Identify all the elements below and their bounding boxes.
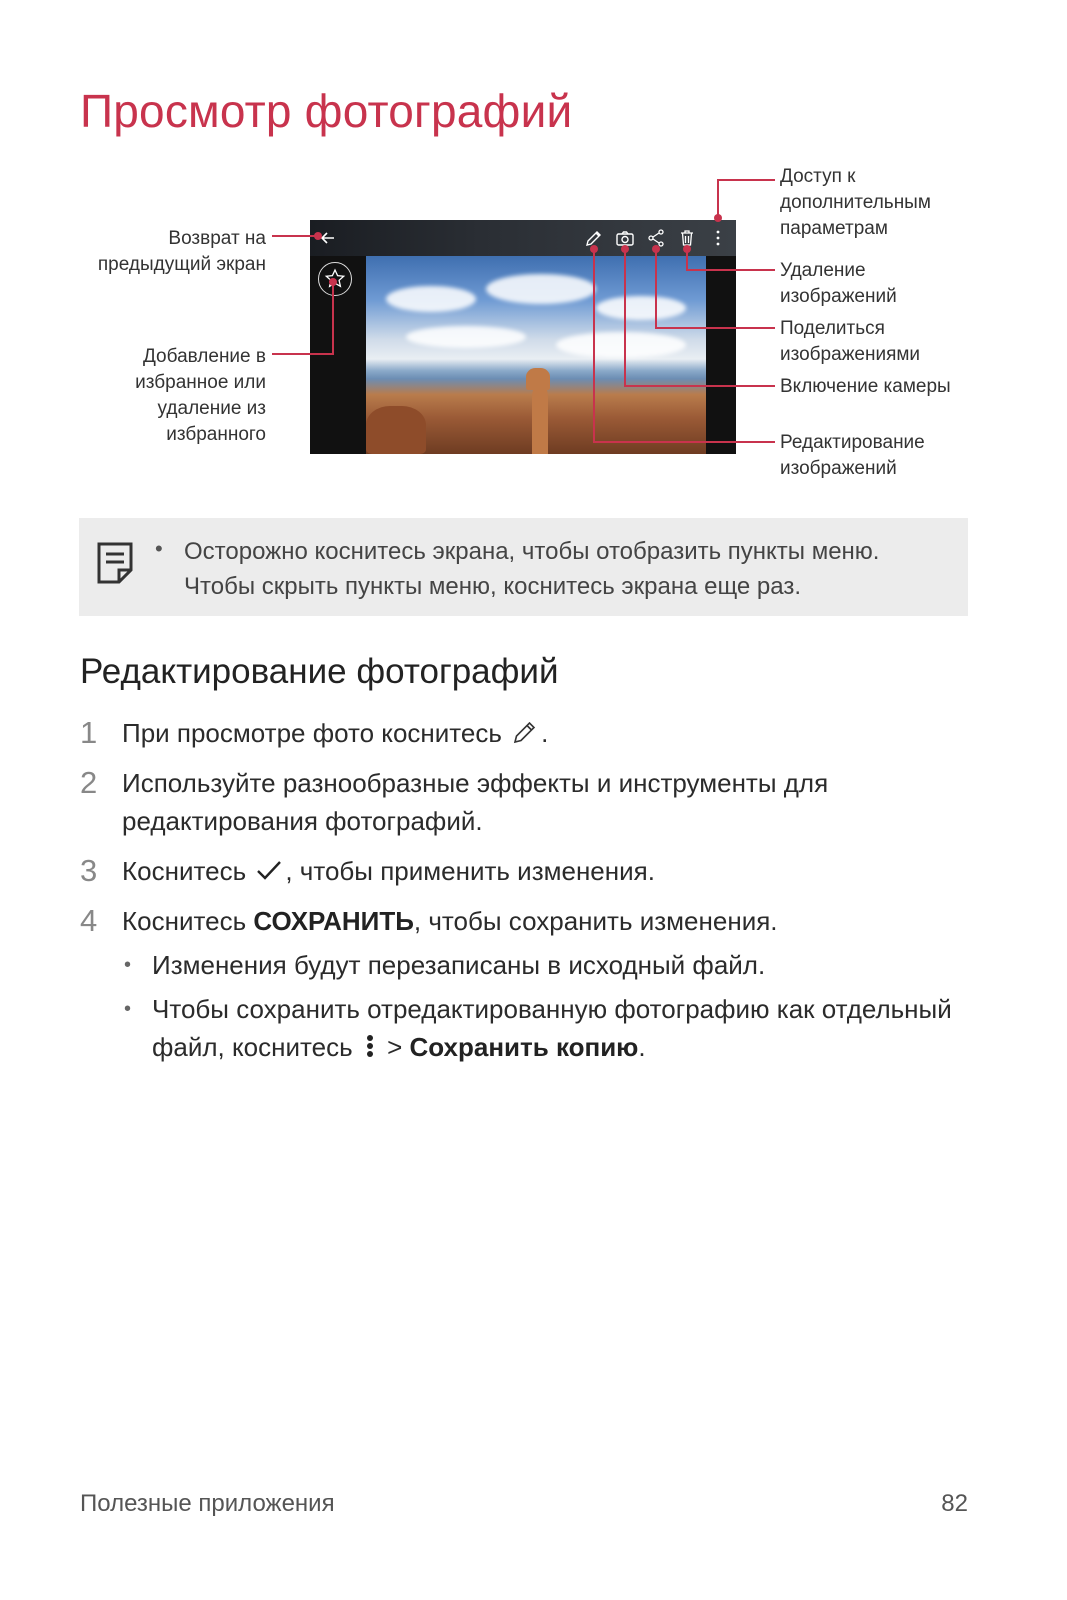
favorite-star-icon[interactable] <box>318 262 352 296</box>
label-favorite: Добавление в избранное или удаление из избранного <box>135 346 266 445</box>
viewer-toolbar <box>310 220 736 256</box>
section-title: Редактирование фотографий <box>80 652 559 691</box>
save-copy-label: Сохранить копию <box>409 1032 639 1062</box>
label-share: Поделиться изображениями <box>780 318 921 365</box>
more-options-icon <box>360 1030 380 1062</box>
label-delete: Удаление изображений <box>780 260 897 307</box>
back-arrow-icon[interactable] <box>316 226 340 250</box>
step-text: При просмотре фото коснитесь <box>122 718 502 748</box>
label-edit: Редактирование изображений <box>780 432 925 479</box>
note-icon <box>95 540 135 586</box>
bullet-1: • Изменения будут перезаписаны в исходный файл. <box>124 946 984 986</box>
more-options-icon[interactable] <box>706 226 730 250</box>
bullet-text: Чтобы сохранить отредактированную фотографию как отдельный файл, коснитесь <box>152 994 952 1062</box>
bullet-2: • Чтобы сохранить отредактированную фотографию как отдельный файл, коснитесь > Сохранить копию. <box>124 994 952 1062</box>
photo-viewer-diagram <box>0 160 1067 500</box>
note-text: Осторожно коснитесь экрана, чтобы отобразить пункты меню. Чтобы скрыть пункты меню, коснитесь экрана еще раз. <box>184 538 880 600</box>
delete-trash-icon[interactable] <box>675 226 699 250</box>
edit-pencil-icon[interactable] <box>582 226 606 250</box>
checkmark-icon <box>253 854 285 886</box>
label-back: Возврат на предыдущий экран <box>97 228 266 275</box>
bullet-text: Изменения будут перезаписаны в исходный файл. <box>152 950 766 980</box>
pencil-icon <box>509 716 541 748</box>
step-text: Коснитесь <box>122 856 247 886</box>
footer-section: Полезные приложения <box>80 1490 335 1517</box>
step-number: 2 <box>80 765 98 800</box>
step-4: 4 Коснитесь СОХРАНИТЬ, чтобы сохранить изменения. <box>80 903 778 938</box>
phone-screen <box>310 220 736 454</box>
note-bullet: • <box>155 536 163 561</box>
camera-icon[interactable] <box>613 226 637 250</box>
step-1: 1 При просмотре фото коснитесь . <box>80 715 549 750</box>
step-number: 1 <box>80 715 98 750</box>
save-label: СОХРАНИТЬ <box>253 906 414 936</box>
share-icon[interactable] <box>644 226 668 250</box>
page-title: Просмотр фотографий <box>80 85 573 137</box>
note-box <box>79 518 968 616</box>
step-number: 4 <box>80 903 98 938</box>
step-2 <box>80 764 980 844</box>
label-camera: Включение камеры <box>780 376 951 397</box>
page-number: 82 <box>941 1490 968 1517</box>
step-3: 3 Коснитесь , чтобы применить изменения. <box>80 853 655 888</box>
step-text: Коснитесь <box>122 906 254 936</box>
label-more: Доступ к дополнительным параметрам <box>780 166 931 239</box>
step-number: 3 <box>80 853 98 888</box>
landscape-photo <box>366 256 706 454</box>
step-text: Используйте разнообразные эффекты и инструменты для редактирования фотографий. <box>122 768 829 836</box>
